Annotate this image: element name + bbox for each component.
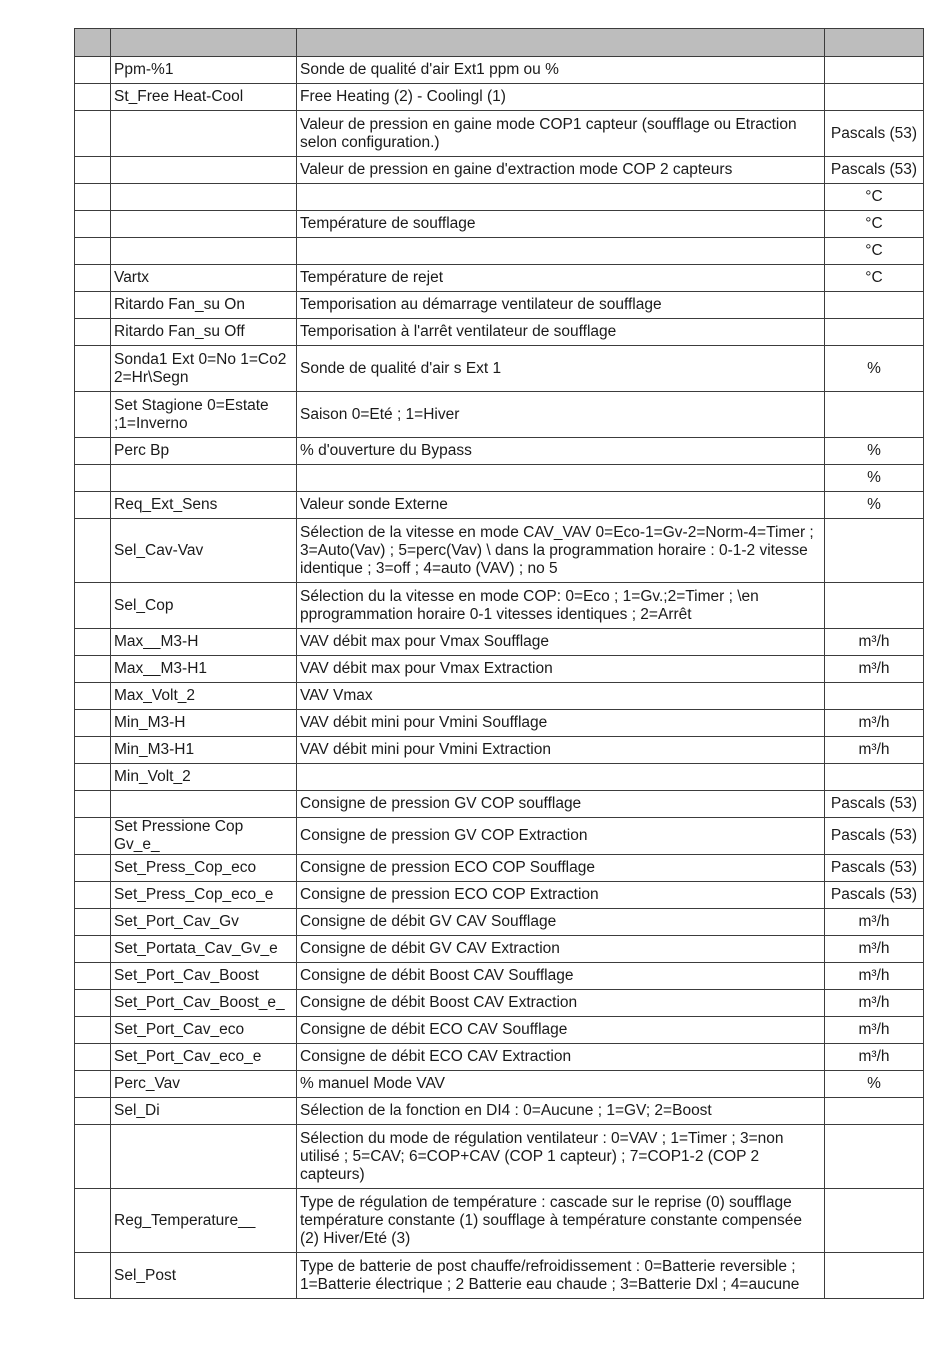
- parameter-description-cell: [297, 465, 825, 492]
- parameter-description-cell: Consigne de débit Boost CAV Extraction: [297, 990, 825, 1017]
- table-row: [75, 710, 924, 737]
- parameter-unit-cell: °C: [825, 211, 924, 238]
- table-row: [75, 184, 924, 211]
- parameter-unit-cell: m³/h: [825, 710, 924, 737]
- parameter-unit-cell: [825, 1189, 924, 1253]
- row-index-cell: [75, 764, 111, 791]
- table-row: [75, 656, 924, 683]
- parameter-name-cell: [111, 465, 297, 492]
- row-index-cell: [75, 238, 111, 265]
- row-index-cell: [75, 683, 111, 710]
- parameter-name-cell: [111, 238, 297, 265]
- table-row: [75, 265, 924, 292]
- parameter-description-cell: Temporisation à l'arrêt ventilateur de soufflage: [297, 319, 825, 346]
- parameter-description-cell: Température de soufflage: [297, 211, 825, 238]
- table-header-row: [75, 29, 924, 57]
- parameter-unit-cell: [825, 1125, 924, 1189]
- table-row: [75, 111, 924, 157]
- parameter-unit-cell: %: [825, 465, 924, 492]
- parameter-unit-cell: m³/h: [825, 990, 924, 1017]
- parameter-name-cell: Max__M3-H1: [111, 656, 297, 683]
- table-row: [75, 583, 924, 629]
- table-row: [75, 519, 924, 583]
- parameter-name-cell: Set_Port_Cav_eco_e: [111, 1044, 297, 1071]
- parameter-name-cell: Set Pressione Cop Gv_e_: [111, 818, 297, 855]
- header-cell-unit: [825, 29, 924, 57]
- parameter-unit-cell: m³/h: [825, 656, 924, 683]
- parameter-description-cell: Free Heating (2) - Coolingl (1): [297, 84, 825, 111]
- parameter-unit-cell: °C: [825, 184, 924, 211]
- parameter-description-cell: Consigne de débit ECO CAV Soufflage: [297, 1017, 825, 1044]
- parameter-unit-cell: Pascals (53): [825, 791, 924, 818]
- parameter-description-cell: [297, 184, 825, 211]
- row-index-cell: [75, 392, 111, 438]
- parameter-unit-cell: [825, 319, 924, 346]
- table-row: [75, 1017, 924, 1044]
- parameter-description-cell: Consigne de débit GV CAV Soufflage: [297, 909, 825, 936]
- table-row: [75, 818, 924, 855]
- row-index-cell: [75, 656, 111, 683]
- parameter-name-cell: Set_Port_Cav_eco: [111, 1017, 297, 1044]
- table-row: [75, 1125, 924, 1189]
- row-index-cell: [75, 1189, 111, 1253]
- parameter-name-cell: [111, 111, 297, 157]
- row-index-cell: [75, 1253, 111, 1299]
- parameter-name-cell: Ritardo Fan_su Off: [111, 319, 297, 346]
- parameter-name-cell: [111, 791, 297, 818]
- parameter-name-cell: Set_Press_Cop_eco: [111, 855, 297, 882]
- parameter-description-cell: Sélection de la fonction en DI4 : 0=Aucune ; 1=GV; 2=Boost: [297, 1098, 825, 1125]
- parameter-name-cell: [111, 157, 297, 184]
- parameter-unit-cell: %: [825, 438, 924, 465]
- header-cell-name: [111, 29, 297, 57]
- parameter-name-cell: Min_M3-H1: [111, 737, 297, 764]
- parameter-unit-cell: Pascals (53): [825, 818, 924, 855]
- table-row: [75, 683, 924, 710]
- parameter-name-cell: [111, 184, 297, 211]
- table-row: [75, 1098, 924, 1125]
- table-row: [75, 392, 924, 438]
- table-row: [75, 909, 924, 936]
- row-index-cell: [75, 84, 111, 111]
- parameter-description-cell: Température de rejet: [297, 265, 825, 292]
- row-index-cell: [75, 1098, 111, 1125]
- parameter-unit-cell: m³/h: [825, 737, 924, 764]
- parameter-unit-cell: [825, 392, 924, 438]
- row-index-cell: [75, 292, 111, 319]
- row-index-cell: [75, 265, 111, 292]
- row-index-cell: [75, 211, 111, 238]
- parameter-name-cell: Set_Port_Cav_Gv: [111, 909, 297, 936]
- parameter-description-cell: Sélection du mode de régulation ventilateur : 0=VAV ; 1=Timer ; 3=non utilisé ; 5=CAV; 6=COP+CAV (COP 1 capteur) ; 7=COP1-2 (COP 2 capteurs): [297, 1125, 825, 1189]
- table-row: [75, 791, 924, 818]
- parameter-description-cell: VAV Vmax: [297, 683, 825, 710]
- parameter-unit-cell: °C: [825, 265, 924, 292]
- parameter-unit-cell: Pascals (53): [825, 855, 924, 882]
- parameter-name-cell: Vartx: [111, 265, 297, 292]
- parameter-name-cell: Max__M3-H: [111, 629, 297, 656]
- row-index-cell: [75, 791, 111, 818]
- table-row: [75, 84, 924, 111]
- table-row: [75, 319, 924, 346]
- parameter-name-cell: Ritardo Fan_su On: [111, 292, 297, 319]
- row-index-cell: [75, 1044, 111, 1071]
- row-index-cell: [75, 629, 111, 656]
- row-index-cell: [75, 882, 111, 909]
- parameter-unit-cell: %: [825, 1071, 924, 1098]
- row-index-cell: [75, 465, 111, 492]
- parameter-unit-cell: [825, 764, 924, 791]
- table-row: [75, 1189, 924, 1253]
- parameter-name-cell: Sel_Cav-Vav: [111, 519, 297, 583]
- parameter-description-cell: VAV débit max pour Vmax Soufflage: [297, 629, 825, 656]
- parameter-unit-cell: [825, 683, 924, 710]
- row-index-cell: [75, 438, 111, 465]
- table-row: [75, 963, 924, 990]
- table-row: [75, 764, 924, 791]
- parameter-name-cell: Sel_Post: [111, 1253, 297, 1299]
- table-row: [75, 855, 924, 882]
- table-row: [75, 1071, 924, 1098]
- parameter-unit-cell: %: [825, 346, 924, 392]
- parameter-unit-cell: [825, 292, 924, 319]
- table-row: [75, 990, 924, 1017]
- parameter-name-cell: Sel_Cop: [111, 583, 297, 629]
- parameter-description-cell: Consigne de pression GV COP Extraction: [297, 818, 825, 855]
- table-row: [75, 936, 924, 963]
- parameter-name-cell: Set_Port_Cav_Boost_e_: [111, 990, 297, 1017]
- parameter-description-cell: Consigne de pression ECO COP Soufflage: [297, 855, 825, 882]
- table-row: [75, 1253, 924, 1299]
- parameter-unit-cell: %: [825, 492, 924, 519]
- parameter-name-cell: Set_Port_Cav_Boost: [111, 963, 297, 990]
- header-cell-index: [75, 29, 111, 57]
- row-index-cell: [75, 818, 111, 855]
- parameter-description-cell: [297, 764, 825, 791]
- row-index-cell: [75, 583, 111, 629]
- table-row: [75, 346, 924, 392]
- row-index-cell: [75, 157, 111, 184]
- parameter-unit-cell: Pascals (53): [825, 157, 924, 184]
- parameter-description-cell: VAV débit mini pour Vmini Soufflage: [297, 710, 825, 737]
- table-row: [75, 465, 924, 492]
- parameter-description-cell: Consigne de débit Boost CAV Soufflage: [297, 963, 825, 990]
- parameter-description-cell: Saison 0=Eté ; 1=Hiver: [297, 392, 825, 438]
- parameter-unit-cell: [825, 1098, 924, 1125]
- parameter-name-cell: Min_M3-H: [111, 710, 297, 737]
- table-row: [75, 57, 924, 84]
- row-index-cell: [75, 492, 111, 519]
- row-index-cell: [75, 1017, 111, 1044]
- row-index-cell: [75, 909, 111, 936]
- header-cell-description: [297, 29, 825, 57]
- row-index-cell: [75, 855, 111, 882]
- parameter-description-cell: Sonde de qualité d'air s Ext 1: [297, 346, 825, 392]
- parameter-description-cell: Sonde de qualité d'air Ext1 ppm ou %: [297, 57, 825, 84]
- parameter-description-cell: Consigne de débit ECO CAV Extraction: [297, 1044, 825, 1071]
- parameter-description-cell: Consigne de débit GV CAV Extraction: [297, 936, 825, 963]
- parameter-table: [74, 28, 924, 1299]
- row-index-cell: [75, 346, 111, 392]
- parameter-unit-cell: m³/h: [825, 936, 924, 963]
- row-index-cell: [75, 319, 111, 346]
- row-index-cell: [75, 963, 111, 990]
- table-row: [75, 737, 924, 764]
- parameter-unit-cell: [825, 583, 924, 629]
- parameter-unit-cell: [825, 84, 924, 111]
- parameter-name-cell: Set_Portata_Cav_Gv_e: [111, 936, 297, 963]
- parameter-description-cell: Temporisation au démarrage ventilateur de soufflage: [297, 292, 825, 319]
- parameter-unit-cell: m³/h: [825, 909, 924, 936]
- row-index-cell: [75, 710, 111, 737]
- row-index-cell: [75, 1071, 111, 1098]
- parameter-description-cell: Type de régulation de température : cascade sur le reprise (0) soufflage température constante (1) soufflage à température constante compensée (2) Hiver/Eté (3): [297, 1189, 825, 1253]
- table-row: [75, 629, 924, 656]
- parameter-unit-cell: Pascals (53): [825, 111, 924, 157]
- parameter-description-cell: Valeur de pression en gaine mode COP1 capteur (soufflage ou Etraction selon configuration.): [297, 111, 825, 157]
- table-row: [75, 438, 924, 465]
- parameter-description-cell: VAV débit max pour Vmax Extraction: [297, 656, 825, 683]
- row-index-cell: [75, 936, 111, 963]
- parameter-unit-cell: [825, 57, 924, 84]
- table-row: [75, 882, 924, 909]
- parameter-name-cell: Reg_Temperature__: [111, 1189, 297, 1253]
- parameter-description-cell: Sélection de la vitesse en mode CAV_VAV 0=Eco-1=Gv-2=Norm-4=Timer ; 3=Auto(Vav) ; 5=perc(Vav) \ dans la programmation horaire : 0-1-2 vitesse identique ; 3=off ; 4=auto (VAV) ; no 5: [297, 519, 825, 583]
- parameter-name-cell: Sonda1 Ext 0=No 1=Co2 2=Hr\Segn: [111, 346, 297, 392]
- parameter-name-cell: St_Free Heat-Cool: [111, 84, 297, 111]
- table-row: [75, 238, 924, 265]
- parameter-unit-cell: m³/h: [825, 1044, 924, 1071]
- table-row: [75, 1044, 924, 1071]
- parameter-name-cell: [111, 211, 297, 238]
- table-row: [75, 492, 924, 519]
- parameter-name-cell: Set_Press_Cop_eco_e: [111, 882, 297, 909]
- parameter-description-cell: VAV débit mini pour Vmini Extraction: [297, 737, 825, 764]
- parameter-description-cell: [297, 238, 825, 265]
- parameter-description-cell: % d'ouverture du Bypass: [297, 438, 825, 465]
- table-row: [75, 157, 924, 184]
- parameter-description-cell: Sélection du la vitesse en mode COP: 0=Eco ; 1=Gv.;2=Timer ; \en pprogrammation horaire 0-1 vitesses identiques ; 2=Arrêt: [297, 583, 825, 629]
- table-row: [75, 211, 924, 238]
- parameter-name-cell: Req_Ext_Sens: [111, 492, 297, 519]
- parameter-unit-cell: m³/h: [825, 629, 924, 656]
- parameter-name-cell: Sel_Di: [111, 1098, 297, 1125]
- parameter-name-cell: Perc Bp: [111, 438, 297, 465]
- parameter-unit-cell: [825, 519, 924, 583]
- parameter-unit-cell: m³/h: [825, 1017, 924, 1044]
- parameter-unit-cell: [825, 1253, 924, 1299]
- row-index-cell: [75, 111, 111, 157]
- row-index-cell: [75, 1125, 111, 1189]
- row-index-cell: [75, 737, 111, 764]
- parameter-name-cell: Min_Volt_2: [111, 764, 297, 791]
- row-index-cell: [75, 57, 111, 84]
- parameter-name-cell: Set Stagione 0=Estate ;1=Inverno: [111, 392, 297, 438]
- parameter-description-cell: % manuel Mode VAV: [297, 1071, 825, 1098]
- parameter-description-cell: Consigne de pression GV COP soufflage: [297, 791, 825, 818]
- parameter-name-cell: Perc_Vav: [111, 1071, 297, 1098]
- row-index-cell: [75, 184, 111, 211]
- parameter-unit-cell: °C: [825, 238, 924, 265]
- parameter-unit-cell: m³/h: [825, 963, 924, 990]
- parameter-name-cell: Max_Volt_2: [111, 683, 297, 710]
- parameter-description-cell: Consigne de pression ECO COP Extraction: [297, 882, 825, 909]
- parameter-unit-cell: Pascals (53): [825, 882, 924, 909]
- parameter-name-cell: [111, 1125, 297, 1189]
- parameter-description-cell: Valeur de pression en gaine d'extraction mode COP 2 capteurs: [297, 157, 825, 184]
- parameter-description-cell: Valeur sonde Externe: [297, 492, 825, 519]
- parameter-name-cell: Ppm-%1: [111, 57, 297, 84]
- row-index-cell: [75, 990, 111, 1017]
- parameter-description-cell: Type de batterie de post chauffe/refroidissement : 0=Batterie reversible ; 1=Batterie électrique ; 2 Batterie eau chaude ; 3=Batterie Dxl ; 4=aucune: [297, 1253, 825, 1299]
- table-row: [75, 292, 924, 319]
- row-index-cell: [75, 519, 111, 583]
